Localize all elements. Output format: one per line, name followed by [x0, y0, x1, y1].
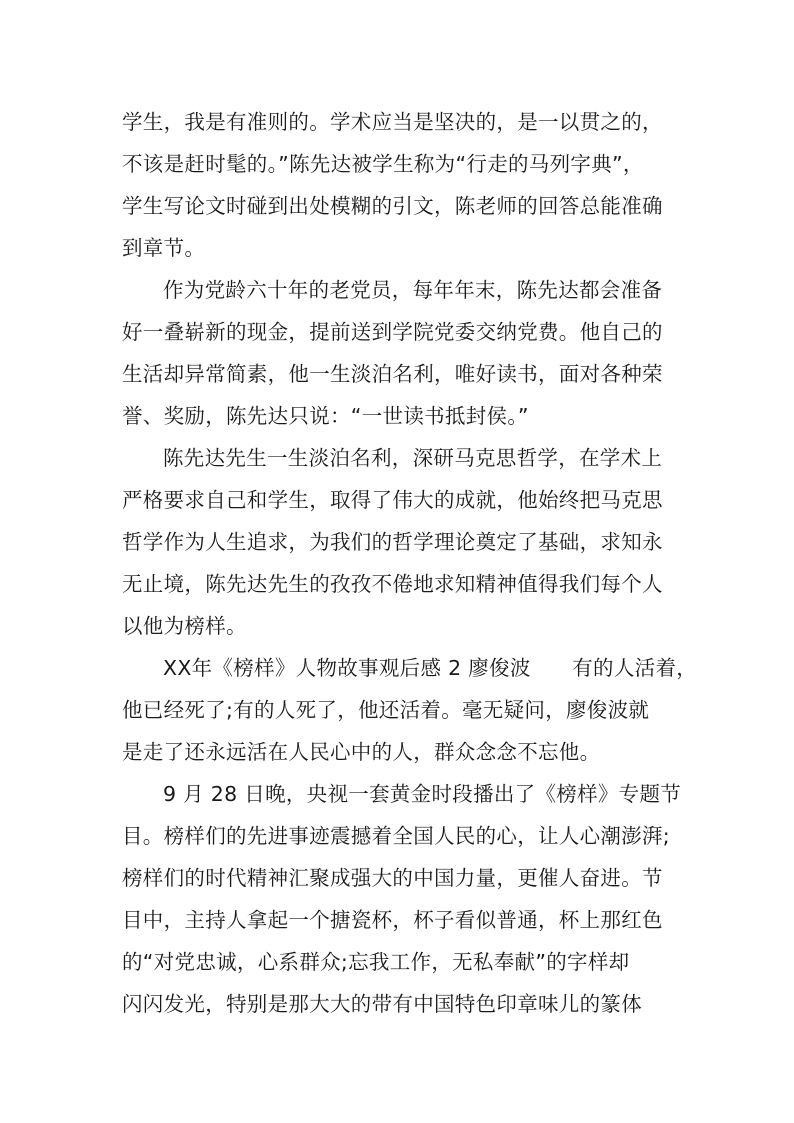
text-line: 榜样们的时代精神汇聚成强大的中国力量，更催人奋进。节	[122, 866, 663, 890]
text-line: 学生，我是有准则的。学术应当是坚决的，是一以贯之的，	[122, 110, 663, 134]
text-line: 是走了还永远活在人民心中的人，群众念念不忘他。	[122, 740, 601, 764]
paragraph	[122, 773, 682, 1025]
text-line: 目。榜样们的先进事迹震撼着全国人民的心，让人心潮澎湃;	[122, 824, 671, 848]
paragraph	[122, 437, 682, 647]
text-line: 无止境，陈先达先生的孜孜不倦地求知精神值得我们每个人	[122, 572, 663, 596]
text-line: 作为党龄六十年的老党员，每年年末，陈先达都会准备	[163, 278, 663, 302]
text-line: 誉、奖励，陈先达只说：“一世读书抵封侯。”	[122, 404, 529, 428]
text-line: 9 月 28 日晚，央视一套黄金时段播出了《榜样》专题节	[163, 782, 682, 806]
text-line: 陈先达先生一生淡泊名利，深研马克思哲学，在学术上	[163, 446, 663, 470]
text-line: 好一叠崭新的现金，提前送到学院党委交纳党费。他自己的	[122, 320, 663, 344]
text-line: XX年《榜样》人物故事观后感 2 廖俊波 有的人活着，	[163, 656, 698, 680]
text-line: 生活却异常简素，他一生淡泊名利，唯好读书，面对各种荣	[122, 362, 663, 386]
text-line: 的“对党忠诚，心系群众;忘我工作，无私奉献”的字样却	[122, 950, 630, 974]
document-body	[122, 101, 698, 1025]
text-line: 不该是赶时髦的。”陈先达被学生称为“行走的马列字典”，	[122, 152, 644, 176]
text-line: 闪闪发光，特别是那大大的带有中国特色印章味儿的篆体	[122, 992, 642, 1016]
paragraph	[122, 101, 682, 269]
text-line: 学生写论文时碰到出处模糊的引文，陈老师的回答总能准确	[122, 194, 663, 218]
text-line: 他已经死了;有的人死了，他还活着。毫无疑问，廖俊波就	[122, 698, 650, 722]
paragraph	[122, 647, 698, 773]
paragraph	[122, 269, 682, 437]
text-line: 以他为榜样。	[122, 614, 247, 638]
text-line: 目中，主持人拿起一个搪瓷杯，杯子看似普通，杯上那红色	[122, 908, 663, 932]
text-line: 严格要求自己和学生，取得了伟大的成就，他始终把马克思	[122, 488, 663, 512]
text-line: 哲学作为人生追求，为我们的哲学理论奠定了基础，求知永	[122, 530, 663, 554]
text-line: 到章节。	[122, 236, 206, 260]
